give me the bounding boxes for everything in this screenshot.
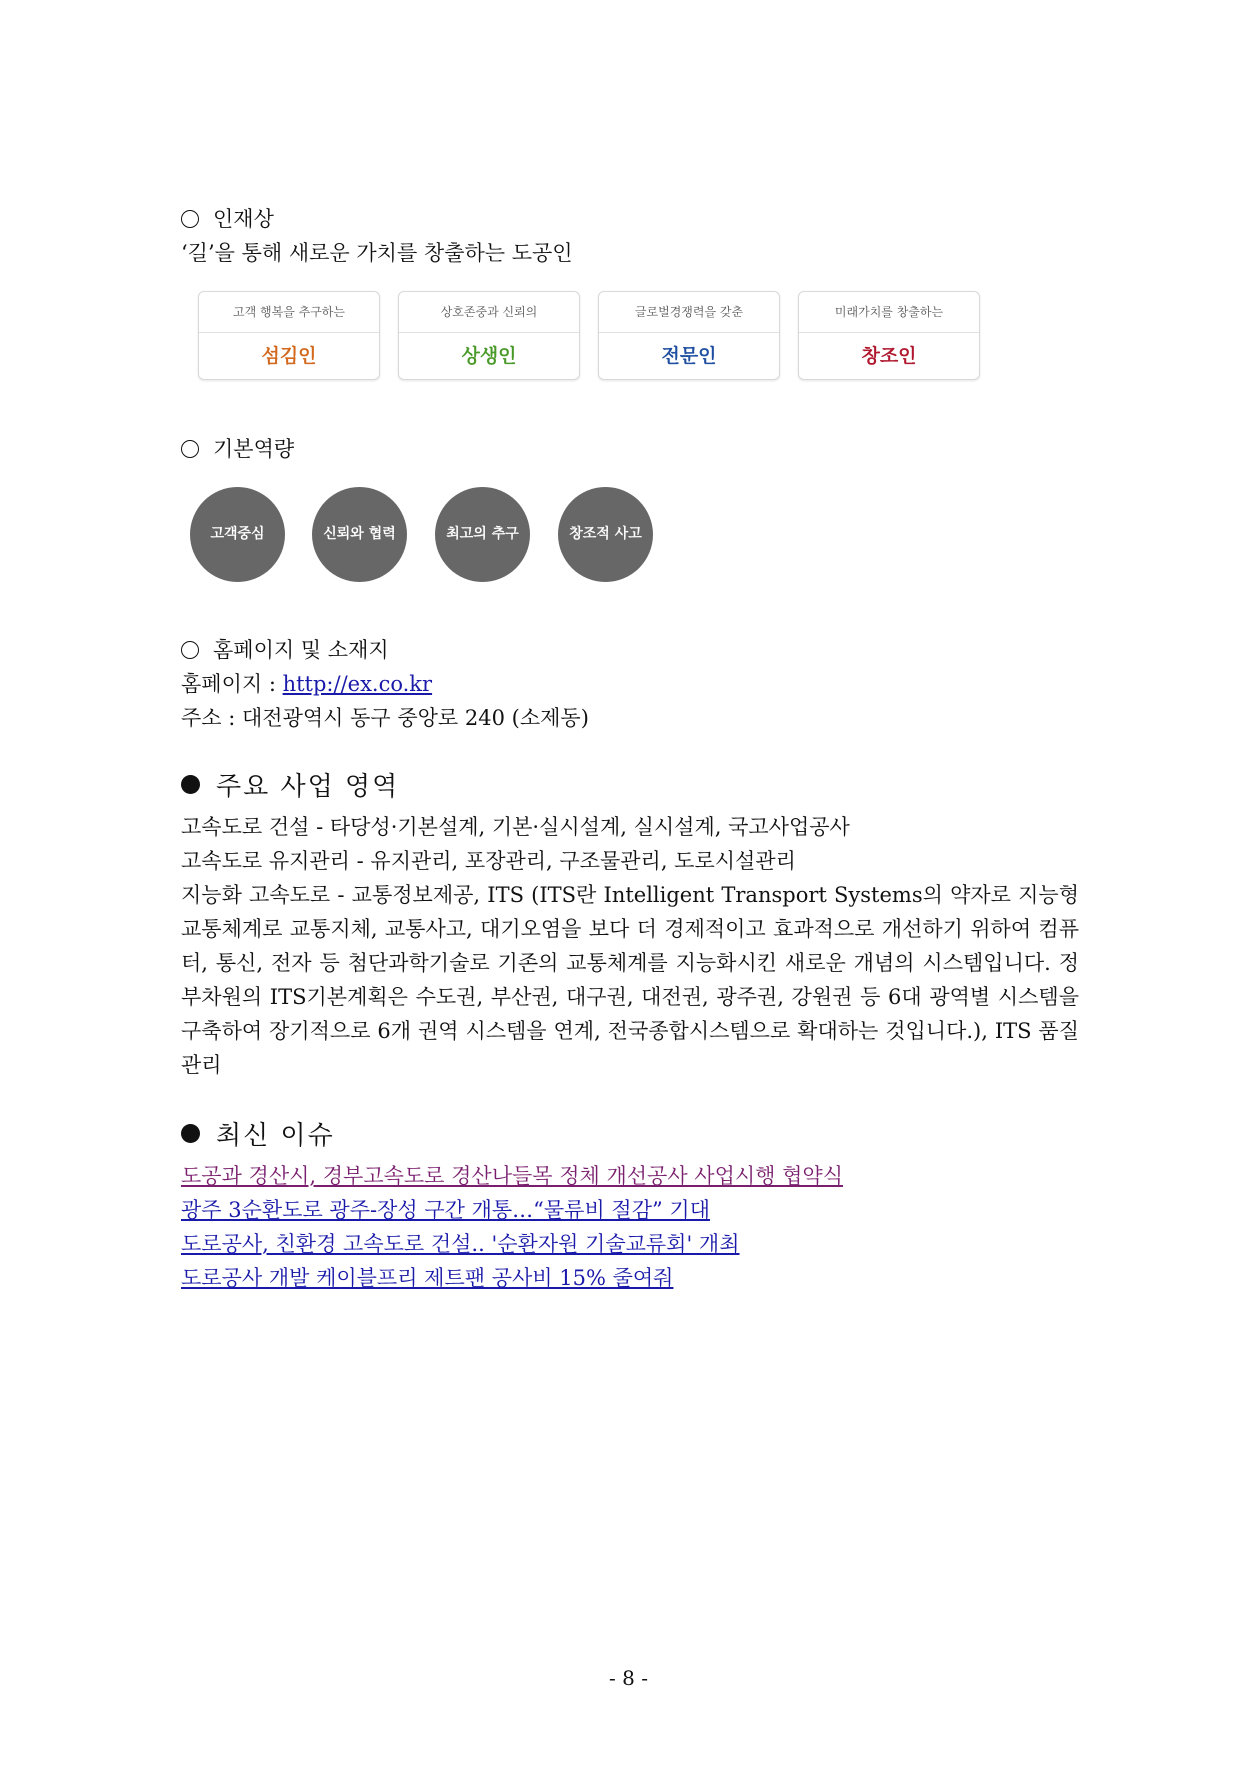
page-number: - 8 - xyxy=(609,1666,648,1690)
competency-circle-3: 최고의 추구 xyxy=(435,487,530,582)
issues-list xyxy=(181,1159,843,1295)
competency-heading: 기본역량 xyxy=(181,432,294,466)
circle-bullet-icon xyxy=(181,440,199,458)
business-paragraph: 지능화 고속도로 - 교통정보제공, ITS (ITS란 Intelligent Transport Systems의 약자로 지능형 교통체계로 교통지체, 교통사고, 대기오염을 보다 더 경제적이고 효과적으로 개선하기 위하여 컴퓨터, 통신, 전자 등 첨단과학기술로 기존의 교통체계를 지능화시킨 새로운 개념의 시스템입니다. 정부차원의 ITS기본계획은 수도권, 부산권, 대구권, 대전권, 광주권, 강원권 등 6대 광역별 시스템을 구축하여 장기적으로 6개 권역 시스템을 연계, 전국종합시스템으로 확대하는 것입니다.), ITS 품질관리 xyxy=(181,883,1079,1077)
business-line-1: 고속도로 건설 - 타당성·기본설계, 기본·실시설계, 실시설계, 국고사업공사 xyxy=(181,815,850,839)
competency-circle-2: 신뢰와 협력 xyxy=(312,487,407,582)
business-line-2: 고속도로 유지관리 - 유지관리, 포장관리, 구조물관리, 도로시설관리 xyxy=(181,849,796,873)
talent-card-caption: 고객 행복을 추구하는 xyxy=(199,292,379,333)
talent-card-title: 상생인 xyxy=(461,345,517,367)
talent-card-caption: 미래가치를 창출하는 xyxy=(799,292,979,333)
competency-circle-4: 창조적 사고 xyxy=(558,487,653,582)
homepage-heading: 홈페이지 및 소재지 xyxy=(181,633,389,667)
talent-card-caption: 상호존중과 신뢰의 xyxy=(399,292,579,333)
talent-card-title: 전문인 xyxy=(661,345,717,367)
issue-link-3[interactable]: 도로공사, 친환경 고속도로 건설.. '순환자원 기술교류회' 개최 xyxy=(181,1232,740,1256)
filled-bullet-icon xyxy=(181,1124,200,1143)
talent-card-1 xyxy=(198,291,380,380)
issues-heading: 최신 이슈 xyxy=(181,1116,335,1156)
issue-link-4[interactable]: 도로공사 개발 케이블프리 제트팬 공사비 15% 줄여줘 xyxy=(181,1266,674,1290)
talent-card-4 xyxy=(798,291,980,380)
issue-link-1[interactable]: 도공과 경산시, 경부고속도로 경산나들목 정체 개선공사 사업시행 협약식 xyxy=(181,1164,843,1188)
talent-card-caption: 글로벌경쟁력을 갖춘 xyxy=(599,292,779,333)
circle-bullet-icon xyxy=(181,210,199,228)
address-line: 주소 : 대전광역시 동구 중앙로 240 (소제동) xyxy=(181,706,589,730)
competency-circle-1: 고객중심 xyxy=(190,487,285,582)
talent-card-title: 섬김인 xyxy=(261,345,317,367)
talent-card-3 xyxy=(598,291,780,380)
homepage-link[interactable]: http://ex.co.kr xyxy=(282,672,433,696)
homepage-line xyxy=(181,667,432,701)
talent-card-title: 창조인 xyxy=(861,345,917,367)
homepage-label: 홈페이지 : xyxy=(181,672,283,696)
talent-subtitle: ‘길’을 통해 새로운 가치를 창출하는 도공인 xyxy=(181,241,573,265)
filled-bullet-icon xyxy=(181,775,200,794)
business-heading: 주요 사업 영역 xyxy=(181,767,399,807)
talent-card-2 xyxy=(398,291,580,380)
circle-bullet-icon xyxy=(181,641,199,659)
issue-link-2[interactable]: 광주 3순환도로 광주-장성 구간 개통…“물류비 절감” 기대 xyxy=(181,1198,710,1222)
talent-heading: 인재상 xyxy=(181,202,274,236)
